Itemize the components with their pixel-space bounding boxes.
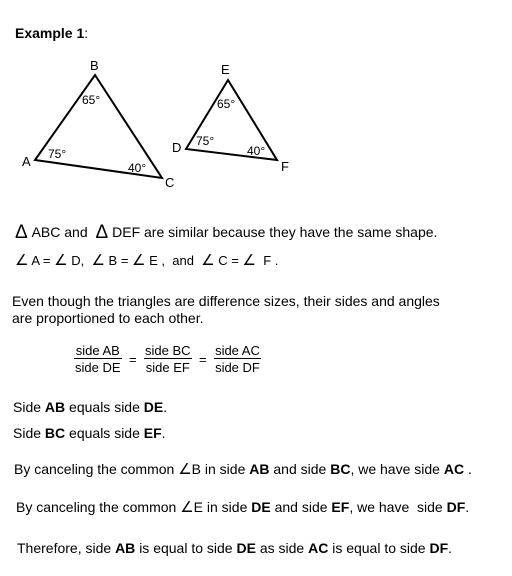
- side-bc-sentence: [13, 426, 166, 440]
- angle-e-label: 65°: [217, 97, 236, 111]
- vertex-b: B: [90, 58, 99, 73]
- sentence-text: and side: [274, 499, 328, 515]
- proportion-line-2: [12, 311, 203, 325]
- triangle-def: [172, 62, 289, 174]
- side-label: DF: [446, 499, 466, 515]
- angle-symbol: ∠: [180, 499, 194, 516]
- ratio-numerator: side AB: [75, 343, 120, 358]
- angle-symbol: ∠: [54, 252, 68, 269]
- angle-symbol: ∠: [242, 252, 256, 269]
- sentence-text: , we have: [349, 499, 410, 515]
- angle-eq-text: C =: [218, 253, 239, 268]
- delta-symbol: Δ: [95, 222, 109, 243]
- vertex-f: F: [281, 159, 289, 174]
- side-label: DE: [236, 540, 256, 556]
- side-label: AC: [308, 540, 329, 556]
- angle-eq-text: A =: [31, 253, 51, 268]
- similar-text-1: ABC and: [31, 224, 88, 240]
- ratio-equation: [74, 344, 261, 374]
- side-label: BC: [330, 461, 351, 477]
- triangle-abc: [22, 58, 174, 190]
- sentence-text: B in side: [191, 461, 246, 477]
- sentence-text: Side: [13, 425, 42, 441]
- vertex-d: D: [172, 140, 182, 155]
- angle-c-label: 40°: [128, 161, 147, 175]
- period: .: [163, 399, 168, 415]
- period: .: [161, 425, 166, 441]
- angle-d-label: 75°: [196, 134, 215, 148]
- angle-symbol: ∠: [201, 252, 215, 269]
- ratio-ab-de: [74, 344, 122, 374]
- vertex-a: A: [22, 154, 31, 169]
- cancel-angle-e-sentence: [16, 500, 469, 515]
- side-label: AB: [44, 399, 66, 415]
- ratio-denominator: side DE: [75, 360, 121, 375]
- ratio-ac-df: [214, 344, 261, 374]
- delta-symbol: Δ: [15, 222, 28, 243]
- side-label: EF: [143, 425, 162, 441]
- angle-b-label: 65°: [82, 93, 101, 107]
- vertex-c: C: [165, 175, 175, 190]
- example-title: Example 1: [15, 25, 85, 41]
- period: .: [465, 499, 470, 515]
- side-label: DE: [251, 499, 271, 515]
- sentence-text: Therefore,: [17, 540, 82, 556]
- angle-eq-text: D,: [71, 253, 85, 268]
- equals-sign: =: [199, 351, 207, 367]
- example-colon: :: [84, 25, 89, 41]
- sentence-text: E in side: [193, 499, 248, 515]
- side-label: EF: [331, 499, 350, 515]
- angle-symbol: ∠: [15, 252, 29, 269]
- sentence-text: and side: [273, 461, 327, 477]
- side-label: DF: [429, 540, 449, 556]
- side-label: AC: [443, 461, 465, 477]
- angle-eq-text: and: [172, 253, 194, 268]
- ratio-numerator: side AC: [215, 343, 260, 358]
- angle-symbol: ∠: [91, 252, 105, 269]
- angle-eq-text: F .: [263, 253, 279, 268]
- ratio-denominator: side DF: [215, 360, 260, 375]
- sentence-text: side: [85, 540, 112, 556]
- similar-text-2: DEF are similar because they have the same shape.: [112, 224, 438, 240]
- angle-symbol: ∠: [178, 461, 192, 478]
- side-label: AB: [249, 461, 270, 477]
- angle-eq-text: E ,: [149, 253, 166, 268]
- period: .: [448, 540, 453, 556]
- sentence-text: is equal to side: [139, 540, 233, 556]
- sentence-text: equals side: [69, 425, 140, 441]
- angle-a-label: 75°: [48, 147, 67, 161]
- side-ab-sentence: [13, 400, 167, 414]
- side-label: DE: [143, 399, 164, 415]
- therefore-sentence: [17, 541, 452, 555]
- similar-sentence: [15, 223, 437, 242]
- proportion-text-2: sides and angles: [334, 293, 440, 309]
- side-label: BC: [44, 425, 66, 441]
- vertex-e: E: [221, 62, 230, 77]
- equals-sign: =: [128, 351, 137, 367]
- sentence-text: is equal to side: [332, 540, 426, 556]
- angle-f-label: 40°: [247, 144, 266, 158]
- angle-equalities: [15, 253, 278, 268]
- side-label: AB: [115, 540, 136, 556]
- triangles-figure: [0, 0, 512, 200]
- sentence-text: , we have side: [350, 461, 440, 477]
- proportion-line-1: [12, 294, 440, 308]
- cancel-angle-b-sentence: [14, 462, 472, 477]
- sentence-text: By canceling the common: [14, 461, 175, 477]
- sentence-text: side: [417, 499, 443, 515]
- ratio-bc-ef: [144, 344, 192, 374]
- ratio-numerator: side BC: [145, 343, 191, 358]
- proportion-text-3: are proportioned to each other.: [12, 310, 204, 326]
- period: .: [467, 461, 472, 477]
- sentence-text: as side: [259, 540, 305, 556]
- proportion-text-1: Even though the triangles are difference sizes, their: [12, 293, 331, 309]
- sentence-text: Side: [13, 399, 42, 415]
- angle-eq-text: B =: [108, 253, 129, 268]
- angle-symbol: ∠: [132, 252, 146, 269]
- ratio-denominator: side EF: [145, 360, 190, 375]
- sentence-text: By canceling the common: [16, 499, 177, 515]
- sentence-text: equals side: [69, 399, 140, 415]
